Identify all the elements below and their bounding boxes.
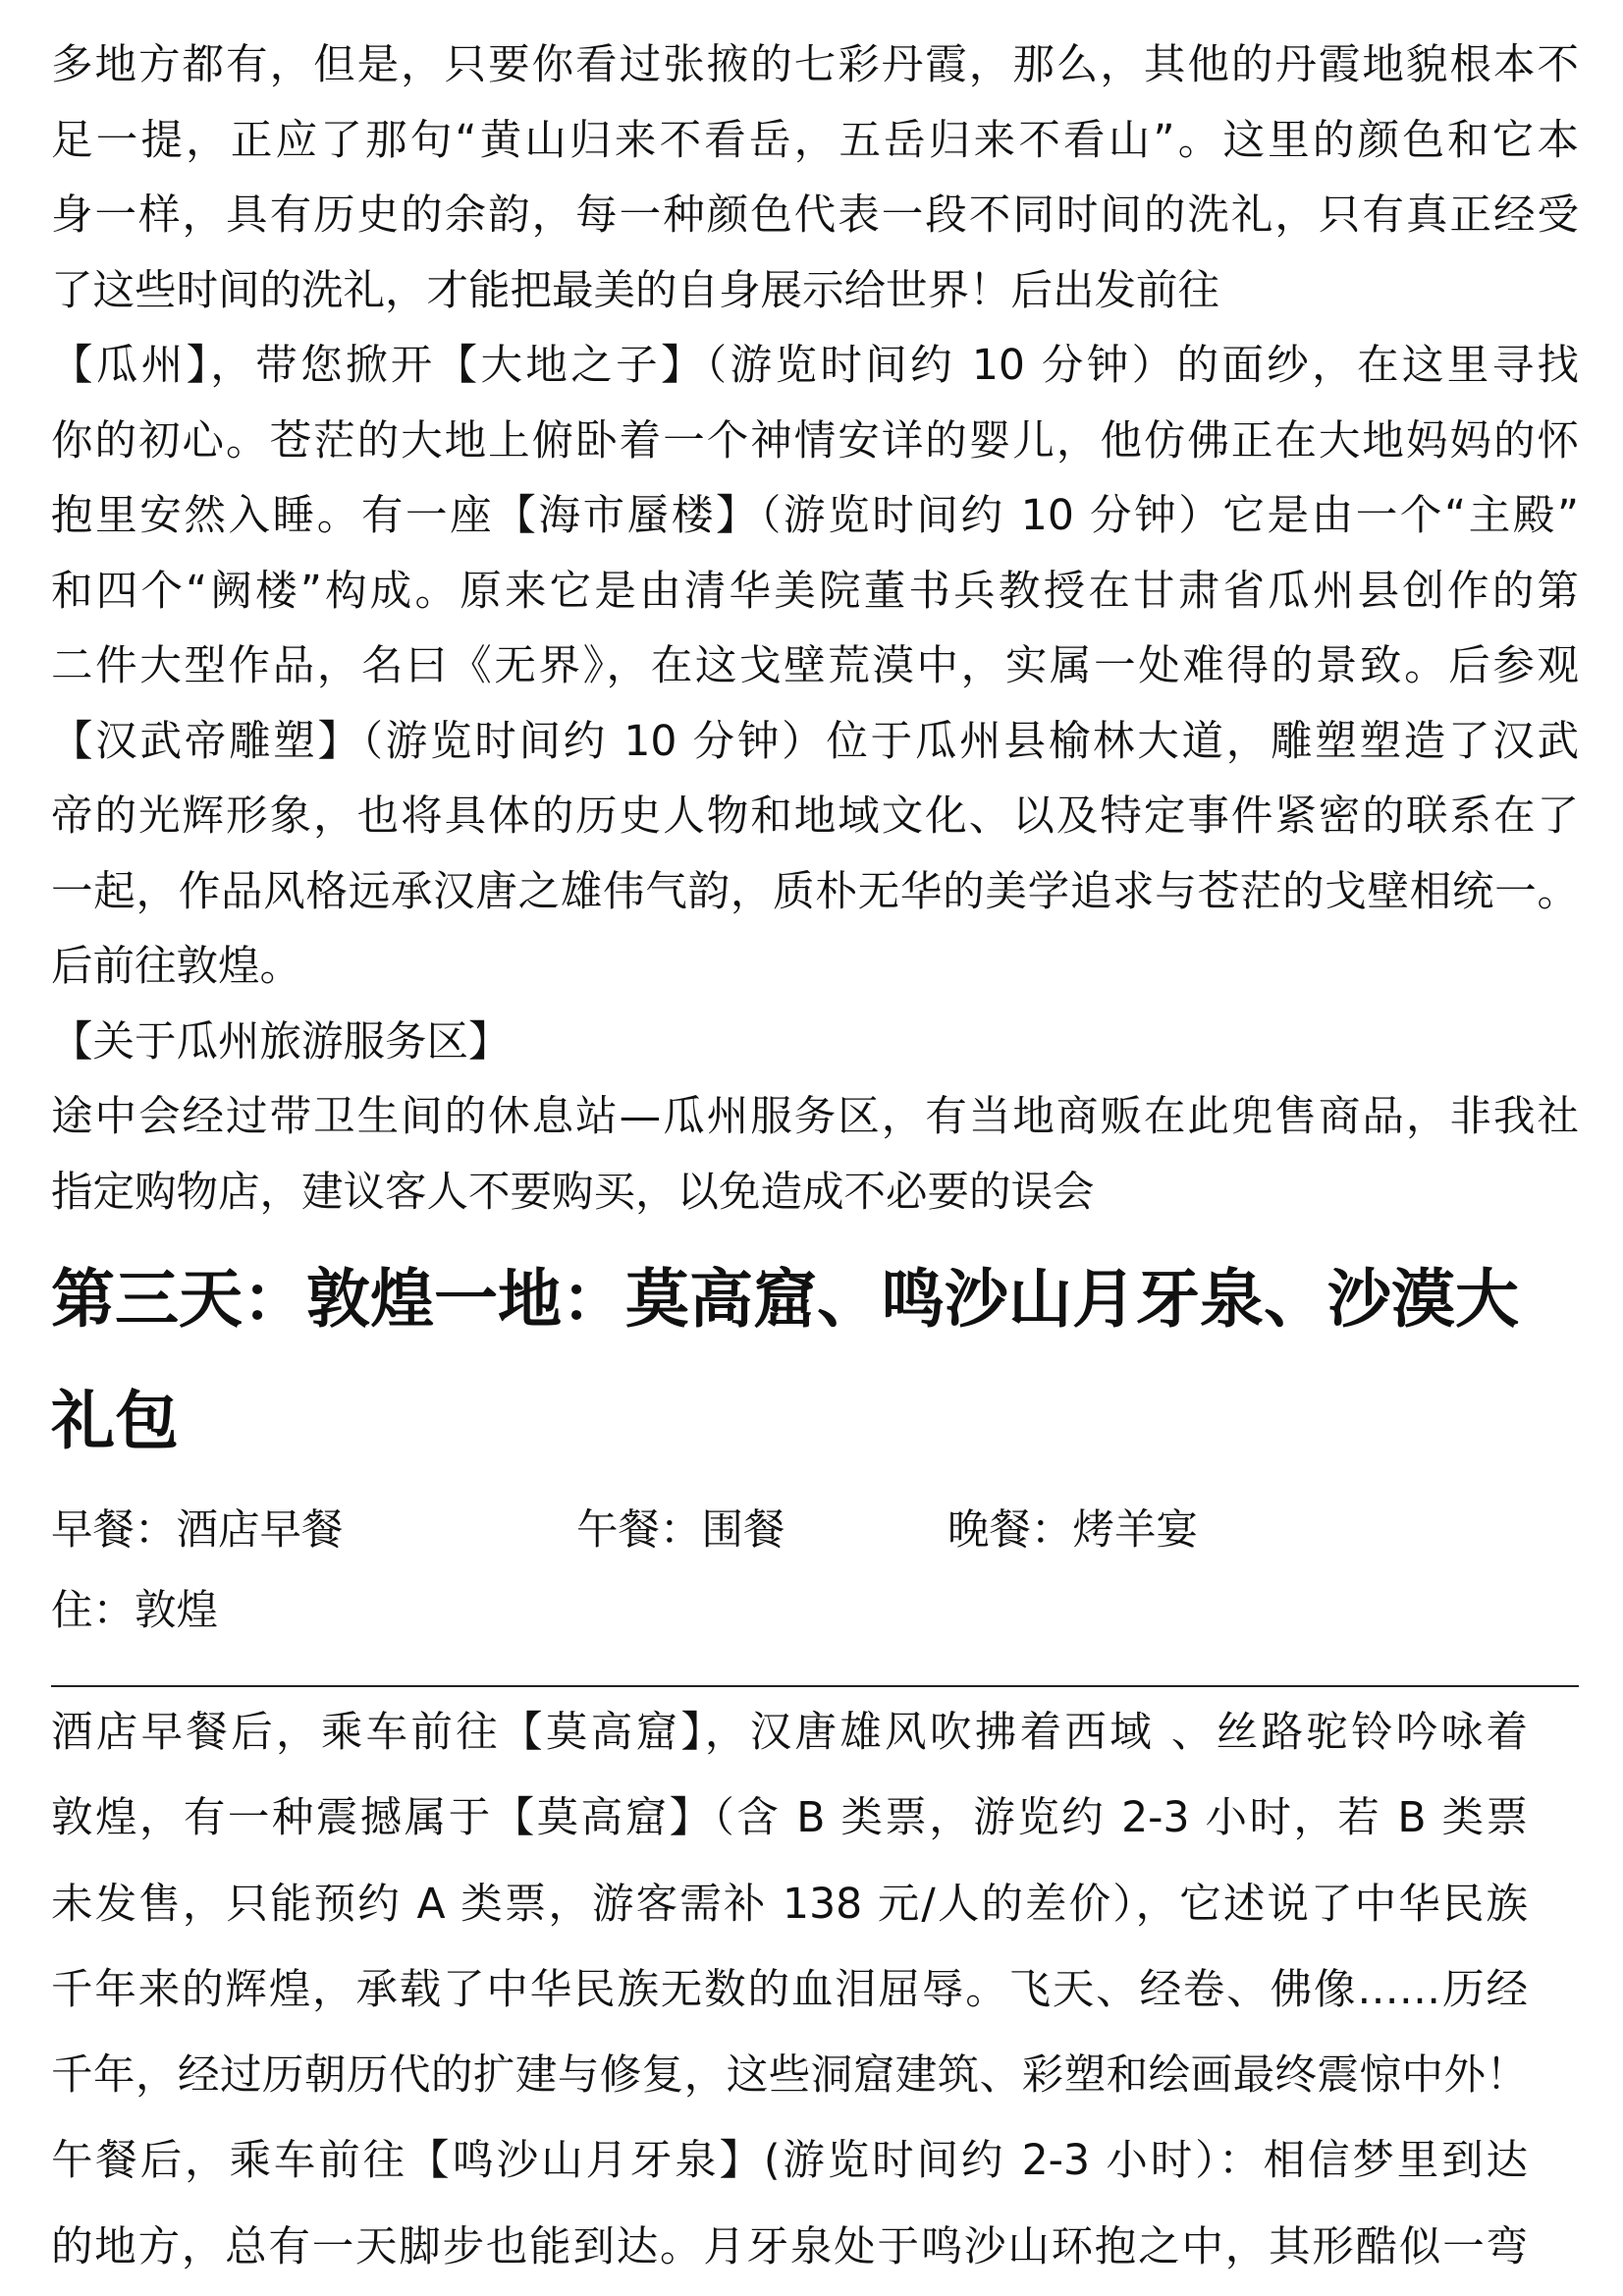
day-heading xyxy=(51,1239,1579,1483)
text-line: 千年，经过历朝历代的扩建与修复，这些洞窟建筑、彩塑和绘画最终震惊中外！ xyxy=(51,2051,1528,2101)
text-line: 【汉武帝雕塑】（游览时间约 10 分钟）位于瓜州县榆林大道，雕塑塑造了汉武 xyxy=(51,717,1579,766)
text-line: 酒店早餐后，乘车前往【莫高窟】，汉唐雄风吹拂着西域 、丝路驼铃吟咏着 xyxy=(51,1709,1528,1757)
lunch-value: 围餐 xyxy=(701,1506,785,1555)
text-line: 后前往敦煌。 xyxy=(51,943,302,991)
text-line: 和四个“阙楼”构成。原来它是由清华美院董书兵教授在甘肃省瓜州县创作的第 xyxy=(51,567,1579,616)
breakfast-label: 早餐： xyxy=(51,1506,177,1555)
heading-line: 第三天：敦煌一地：莫高窟、鸣沙山月牙泉、沙漠大 xyxy=(51,1263,1520,1337)
text-line: 一起，作品风格远承汉唐之雄伟气韵，质朴无华的美学追求与苍茫的戈壁相统一。 xyxy=(51,867,1579,916)
breakfast-value: 酒店早餐 xyxy=(176,1506,344,1555)
dinner-value: 烤羊宴 xyxy=(1072,1506,1199,1555)
lunch-label: 午餐： xyxy=(576,1506,702,1555)
text-line: 帝的光辉形象，也将具体的历史人物和地域文化、以及特定事件紧密的联系在了 xyxy=(51,793,1579,841)
paragraph-guazhou xyxy=(51,329,1579,1006)
lunch-info xyxy=(576,1491,785,1571)
text-line: 未发售，只能预约 A 类票，游客需补 138 元/人的差价），它述说了中华民族 xyxy=(51,1880,1528,1929)
paragraph-intro xyxy=(51,28,1579,329)
text-line: 身一样，具有历史的余韵，每一种颜色代表一段不同时间的洗礼，只有真正经受 xyxy=(51,191,1579,240)
text-line: 指定购物店，建议客人不要购买，以免造成不必要的误会 xyxy=(51,1168,1095,1217)
text-line: 了这些时间的洗礼，才能把最美的自身展示给世界！后出发前往 xyxy=(51,266,1220,315)
text-line: 足一提，正应了那句“黄山归来不看岳，五岳归来不看山”。这里的颜色和它本 xyxy=(51,116,1579,165)
service-area-title: 【关于瓜州旅游服务区】 xyxy=(51,1017,511,1066)
stay-info xyxy=(51,1571,218,1652)
meals-info xyxy=(51,1491,1579,1652)
stay-label: 住： xyxy=(51,1587,135,1635)
heading-line: 礼包 xyxy=(51,1385,180,1458)
text-line: 抱里安然入睡。有一座【海市蜃楼】（游览时间约 10 分钟）它是由一个“主殿” xyxy=(51,492,1579,540)
stay-row xyxy=(51,1571,1579,1652)
dinner-info xyxy=(947,1491,1198,1571)
text-line: 你的初心。苍茫的大地上俯卧着一个神情安详的婴儿，他仿佛正在大地妈妈的怀 xyxy=(51,416,1579,465)
breakfast-info xyxy=(51,1491,344,1571)
dinner-label: 晚餐： xyxy=(947,1506,1073,1555)
meals-row xyxy=(51,1491,1579,1571)
text-line: 二件大型作品，名曰《无界》，在这戈壁荒漠中，实属一处难得的景致。后参观 xyxy=(51,642,1579,690)
stay-value: 敦煌 xyxy=(135,1587,219,1635)
text-line: 的地方，总有一天脚步也能到达。月牙泉处于鸣沙山环抱之中，其形酷似一弯 xyxy=(51,2222,1528,2271)
document-body-top xyxy=(51,28,1579,1230)
text-line: 千年来的辉煌，承载了中华民族无数的血泪屈辱。飞天、经卷、佛像……历经 xyxy=(51,1965,1528,2014)
text-line: 午餐后，乘车前往【鸣沙山月牙泉】(游览时间约 2-3 小时）：相信梦里到达 xyxy=(51,2137,1528,2186)
text-line: 途中会经过带卫生间的休息站—瓜州服务区，有当地商贩在此兜售商品，非我社 xyxy=(51,1093,1579,1141)
paragraph-itinerary xyxy=(51,1690,1528,2290)
horizontal-divider xyxy=(51,1685,1579,1687)
text-line: 敦煌，有一种震撼属于【莫高窟】（含 B 类票，游览约 2-3 小时，若 B 类票 xyxy=(51,1794,1528,1843)
paragraph-service-area xyxy=(51,1006,1579,1231)
text-line: 【瓜州】，带您掀开【大地之子】（游览时间约 10 分钟）的面纱，在这里寻找 xyxy=(51,342,1579,390)
text-line: 多地方都有，但是，只要你看过张掖的七彩丹霞，那么，其他的丹霞地貌根本不 xyxy=(51,41,1579,89)
